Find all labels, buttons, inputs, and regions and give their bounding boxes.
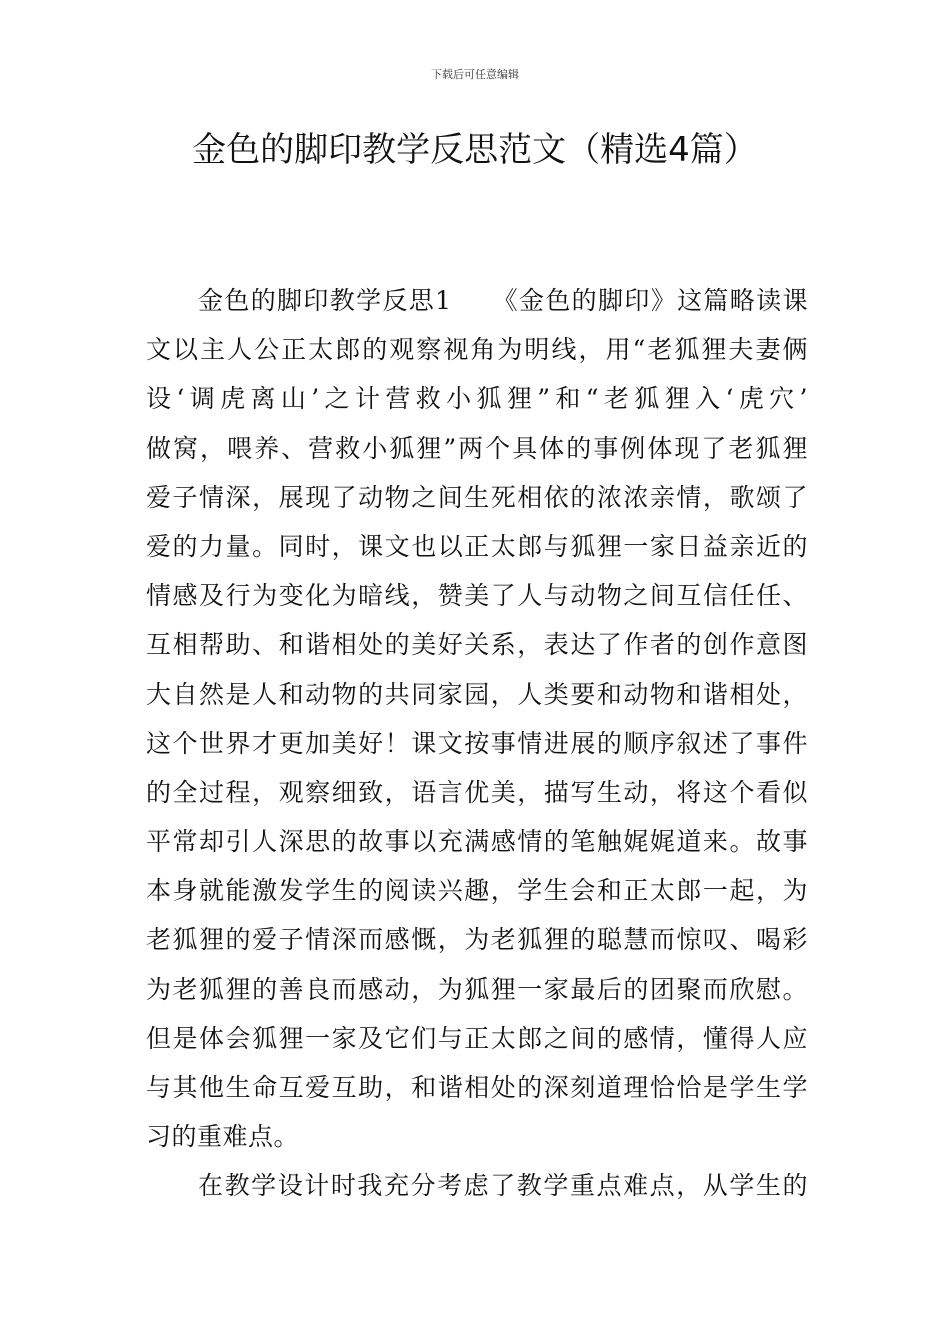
- paragraph-1-line-12: 平常却引人深思的故事以充满感情的笔触娓娓道来。故事: [146, 827, 808, 857]
- paragraph-1-line-11: 的全过程，观察细致，语言优美，描写生动，将这个看似: [146, 777, 808, 807]
- paragraph-2-line-1: 在教学设计时我充分考虑了教学重点难点，从学生的: [198, 1171, 808, 1201]
- header-note: 下载后可任意编辑: [431, 68, 519, 81]
- document-title: 金色的脚印教学反思范文（精选4篇）: [192, 130, 758, 170]
- document-body: [146, 276, 808, 1211]
- paragraph-1-line-8: 互相帮助、和谐相处的美好关系，表达了作者的创作意图: [146, 630, 808, 660]
- paragraph-1-line-13: 本身就能激发学生的阅读兴趣，学生会和正太郎一起，为: [146, 876, 808, 906]
- paragraph-1-line-17: 与其他生命互爱互助，和谐相处的深刻道理恰恰是学生学: [146, 1073, 808, 1102]
- paragraph-1-line-7: 情感及行为变化为暗线，赞美了人与动物之间互信任任、: [146, 581, 808, 611]
- paragraph-1-line-10: 这个世界才更加美好！课文按事情进展的顺序叙述了事件: [146, 728, 808, 758]
- paragraph-1-line-6: 爱的力量。同时，课文也以正太郎与狐狸一家日益亲近的: [146, 531, 808, 561]
- paragraph-1-line-14: 老狐狸的爱子情深而感慨，为老狐狸的聪慧而惊叹、喝彩: [146, 925, 808, 955]
- paragraph-1-line-5: 爱子情深，展现了动物之间生死相依的浓浓亲情，歌颂了: [146, 482, 808, 512]
- paragraph-1-line-3: 设‘调虎离山’之计营救小狐狸”和“老狐狸入‘虎穴’: [146, 384, 808, 414]
- paragraph-1-line-16: 但是体会狐狸一家及它们与正太郎之间的感情，懂得人应: [146, 1023, 808, 1053]
- paragraph-1-line-18: 习的重难点。: [146, 1122, 300, 1152]
- paragraph-1-line-1: 金色的脚印教学反思1 《金色的脚印》这篇略读课: [198, 286, 808, 315]
- paragraph-1-line-15: 为老狐狸的善良而感动，为狐狸一家最后的团聚而欣慰。: [146, 974, 808, 1004]
- paragraph-1-line-4: 做窝，喂养、营救小狐狸”两个具体的事例体现了老狐狸: [146, 433, 808, 463]
- paragraph-1-line-2: 文以主人公正太郎的观察视角为明线，用“老狐狸夫妻俩: [146, 335, 808, 365]
- paragraph-1-line-9: 大自然是人和动物的共同家园，人类要和动物和谐相处，: [146, 679, 808, 709]
